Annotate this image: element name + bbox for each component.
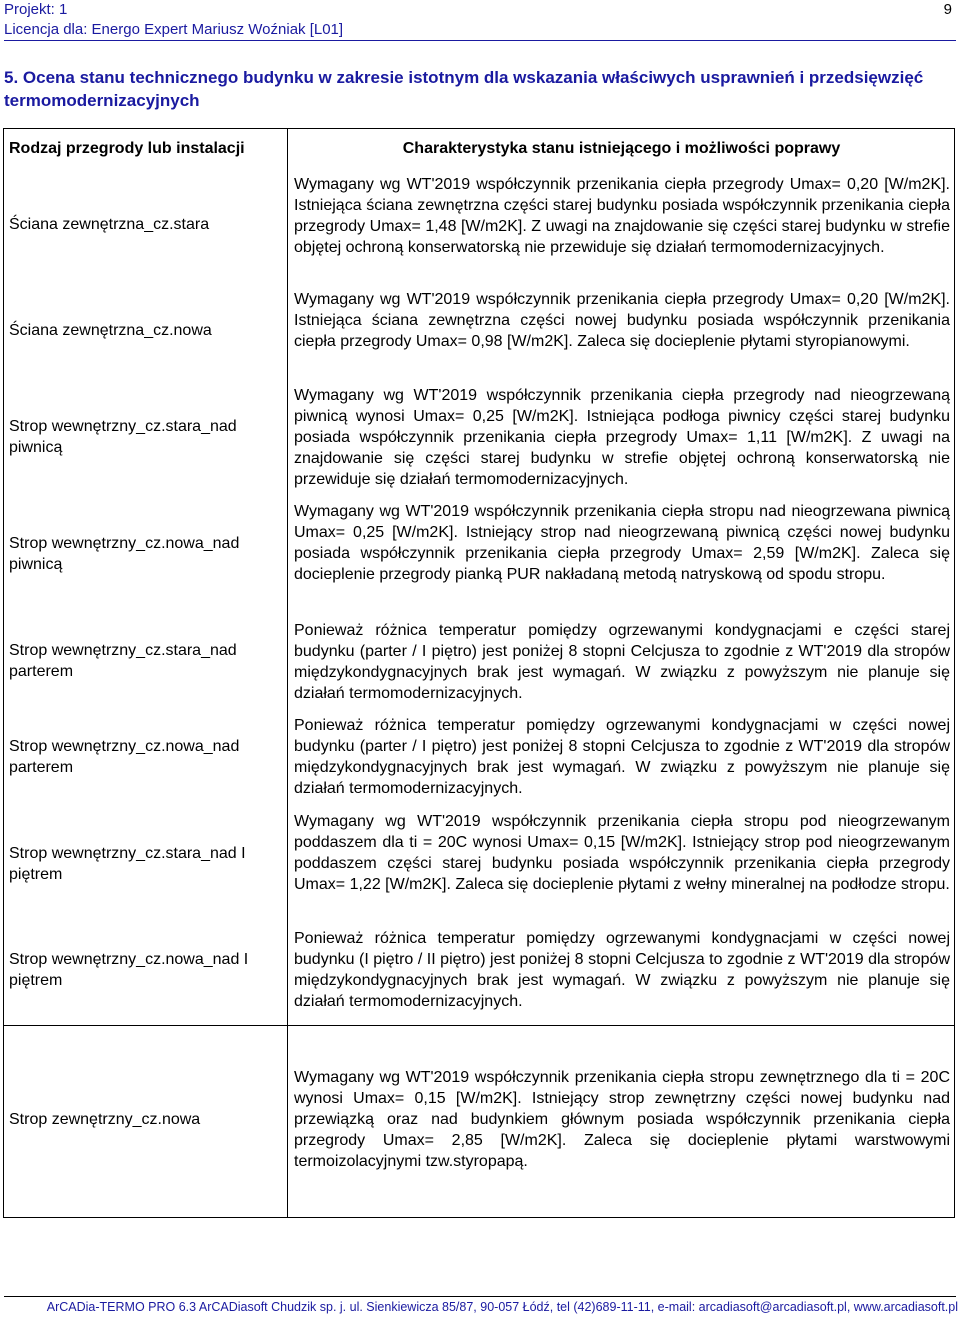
row-name: Strop wewnętrzny_cz.nowa_nad I piętrem: [9, 951, 249, 989]
row-description: Ponieważ różnica temperatur pomiędzy ogrzewanymi kondygnacjami w części nowej budynku (I piętro / II piętro) jest poniżej 8 stopni Celcjusza to zgodnie z WT'2019 dla stropów międzykondygnacyjnych brak jest wymagań. W związku z powyższym nie planuje się działań termomodernizacyjnych.: [294, 930, 950, 1010]
row-description: Wymagany wg WT'2019 współczynnik przenikania ciepła stropu zewnętrznego dla ti = 20C wynosi Umax= 0,15 [W/m2K]. Istniejący strop zewnętrzny części nowej budynku nad przewiązką oraz nad budynkiem głównym posiada współczynnik przenikania ciepła przegrody Umax= 2,85 [W/m2K]. Zaleca się docieplenie płytami warstwowymi termoizolacyjnymi tzw.styropapą.: [294, 1069, 950, 1170]
col-left-header: Rodzaj przegrody lub instalacji: [9, 140, 245, 157]
row-description: Wymagany wg WT'2019 współczynnik przenikania ciepła stropu nad nieogrzewana piwnicą Umax= 0,25 [W/m2K]. Istniejący strop nad nieogrzewaną piwnicą części nowej budynku posiada współczynnik przenikania ciepła przegrody Umax= 2,59 [W/m2K]. Zaleca się docieplenie przegrody pianką PUR nakładaną metodą natryskową od spodu stropu.: [294, 503, 950, 583]
column-divider: [287, 129, 288, 1217]
row-name: Strop wewnętrzny_cz.stara_nad parterem: [9, 642, 237, 680]
row-name: Strop zewnętrzny_cz.nowa: [9, 1111, 201, 1128]
page-footer: ArCADia-TERMO PRO 6.3 ArCADiasoft Chudzik sp. j. ul. Sienkiewicza 85/87, 90-057 Łódź, tel (42)689-11-11, e-mail: arcadiasoft@arcadiasoft.pl, www.arcadiasoft.pl: [46, 1300, 958, 1314]
row-name: Strop wewnętrzny_cz.nowa_nad piwnicą: [9, 535, 240, 573]
page-header: [4, 0, 956, 40]
assessment-table: [3, 128, 955, 1218]
row-description: Ponieważ różnica temperatur pomiędzy ogrzewanymi kondygnacjami w części nowej budynku (parter / I piętro) jest poniżej 8 stopni Celcjusza to zgodnie z WT'2019 dla stropów międzykondygnacyjnych brak jest wymagań. W związku z powyższym nie planuje się działań termomodernizacyjnych.: [294, 717, 950, 797]
row-name: Ściana zewnętrzna_cz.stara: [9, 216, 210, 233]
row-description: Wymagany wg WT'2019 współczynnik przenikania ciepła przegrody Umax= 0,20 [W/m2K]. Istniejąca ściana zewnętrzna części nowej budynku posiada współczynnik przenikania ciepła przegrody Umax= 0,98 [W/m2K]. Zaleca się docieplenie płytami styropianowymi.: [294, 291, 950, 350]
row-name: Strop wewnętrzny_cz.stara_nad I piętrem: [9, 845, 246, 883]
row-name: Strop wewnętrzny_cz.stara_nad piwnicą: [9, 418, 237, 456]
license-label: Licencja dla: Energo Expert Mariusz Woźniak [L01]: [4, 21, 344, 38]
header-rule: [4, 40, 956, 41]
row-description: Wymagany wg WT'2019 współczynnik przenikania ciepła stropu pod nieogrzewanym poddaszem dla ti = 20C wynosi Umax= 0,15 [W/m2K]. Istniejący strop pod nieogrzewanym poddaszem części starej budynku posiada współczynnik przenikania ciepła przegrody Umax= 1,22 [W/m2K]. Zaleca się docieplenie płytami z wełny mineralnej na podłodze stropu.: [294, 813, 950, 893]
footer-rule: [4, 1296, 956, 1297]
row-description: Wymagany wg WT'2019 współczynnik przenikania ciepła przegrody Umax= 0,20 [W/m2K]. Istniejąca ściana zewnętrzna części starej budynku posiada współczynnik przenikania ciepła przegrody Umax= 1,48 [W/m2K]. Z uwagi na znajdowanie się części starej budynku w strefie objętej ochroną konserwatorską nie przewiduje się działań termomodernizacyjnych.: [294, 176, 950, 256]
row-name: Strop wewnętrzny_cz.nowa_nad parterem: [9, 738, 240, 776]
project-label: Projekt: 1: [4, 1, 68, 18]
col-right-header: Charakterystyka stanu istniejącego i możliwości poprawy: [402, 140, 841, 157]
row-divider: [4, 1025, 954, 1026]
row-description: Wymagany wg WT'2019 współczynnik przenikania ciepła przegrody nad nieogrzewaną piwnicą wynosi Umax= 0,25 [W/m2K]. Istniejąca podłoga piwnicy części starej budynku posiada współczynnik przenikania ciepła przegrody Umax= 1,11 [W/m2K]. Z uwagi na znajdowanie się części starej budynku w strefie objętej ochroną konserwatorską nie przewiduje się działań termomodernizacyjnych.: [294, 387, 950, 488]
page-number: 9: [943, 1, 952, 18]
section-title: 5. Ocena stanu technicznego budynku w zakresie istotnym dla wskazania właściwych usprawnień i przedsięwzięć termomodernizacyjnych: [4, 68, 924, 110]
row-description: Ponieważ różnica temperatur pomiędzy ogrzewanymi kondygnacjami e części starej budynku (parter / I piętro) jest poniżej 8 stopni Celcjusza to zgodnie z WT'2019 dla stropów międzykondygnacyjnych brak jest wymagań. W związku z powyższym nie planuje się działań termomodernizacyjnych.: [294, 622, 950, 702]
row-name: Ściana zewnętrzna_cz.nowa: [9, 322, 212, 339]
